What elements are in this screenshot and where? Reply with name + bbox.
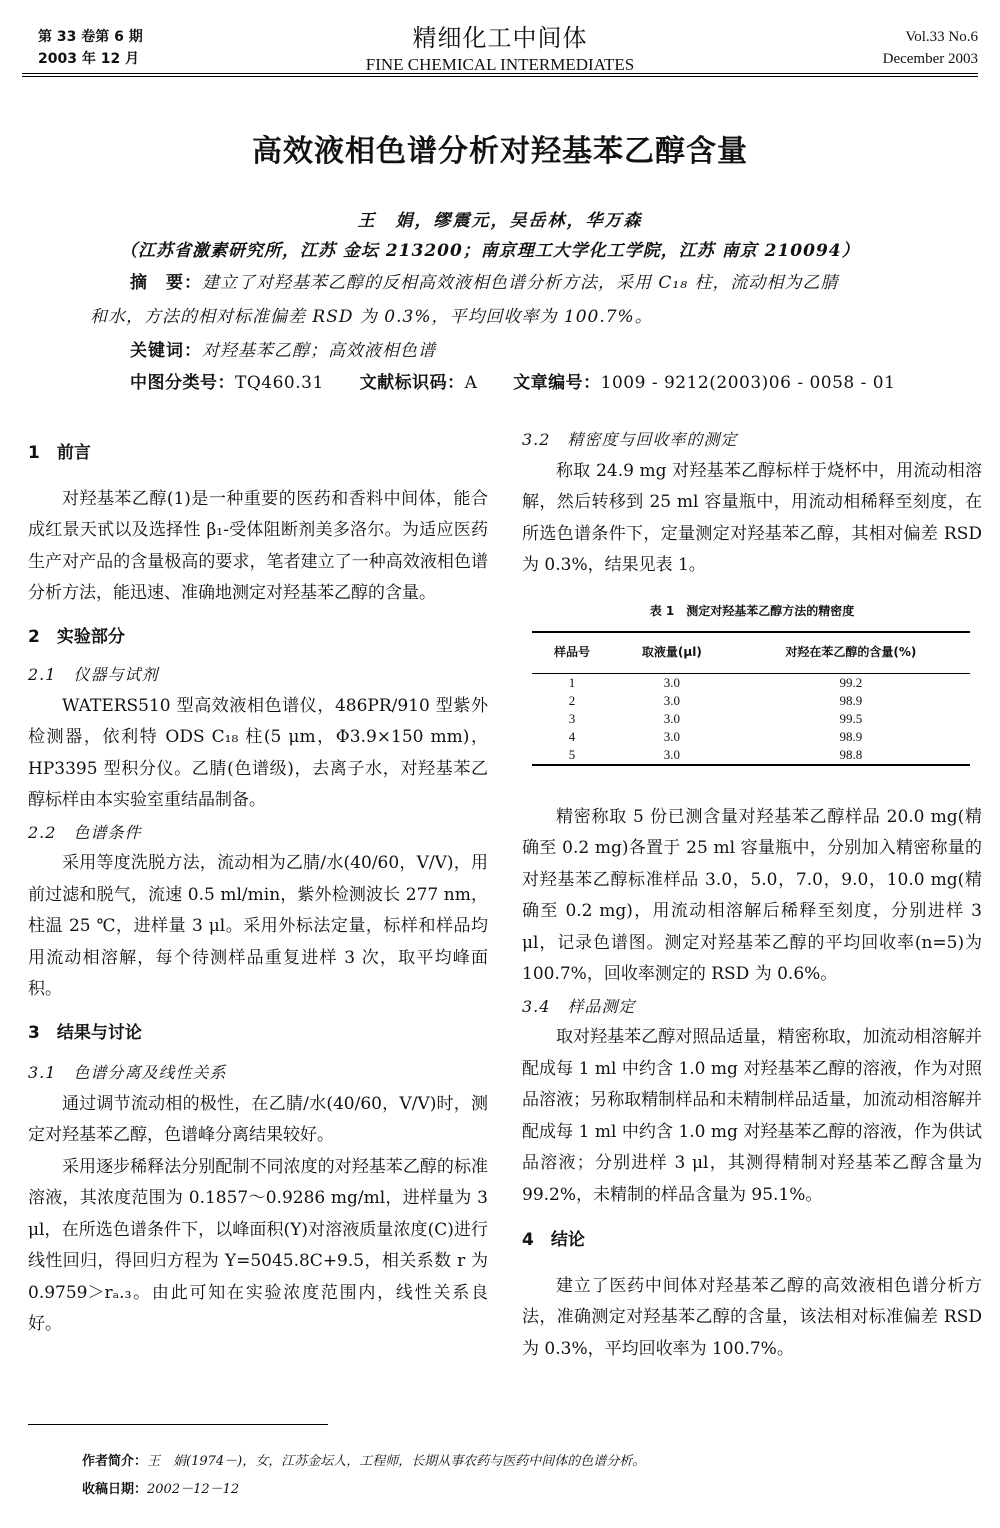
clc-code: TQ460.31 [235, 373, 324, 393]
section-3-1-text-a: 通过调节流动相的极性，在乙腈/水(40/60，V/V)时，测定对羟基苯乙醇，色谱峰分离结果较好。 [28, 1093, 488, 1145]
table-header-row [532, 632, 970, 673]
table-cell: 98.9 [839, 728, 863, 744]
table-cell: 5 [532, 746, 612, 765]
right-column [522, 424, 982, 1365]
received-date-text: 2002－12－12 [147, 1482, 240, 1497]
keywords-label: 关键词： [130, 341, 202, 361]
table-cell: 3.0 [663, 728, 680, 744]
table-cell: 1 [568, 674, 576, 690]
table-row [532, 746, 970, 765]
section-3-2-heading: 3.2 精密度与回收率的测定 [522, 430, 738, 449]
table-row [532, 692, 970, 710]
table-cell: 4 [568, 728, 576, 744]
header-volume-cn [38, 26, 143, 70]
section-1-text: 对羟基苯乙醇(1)是一种重要的医药和香料中间体，能合成红景天甙以及选择性 β₁-受体阻断剂美多洛尔。为适应医药生产对产品的含量极高的要求，笔者建立了一种高效液相色谱分析方法，能迅速、准确地测定对羟基苯乙醇的含量。 [28, 488, 488, 603]
section-2-heading: 2 实验部分 [28, 626, 125, 647]
section-2-2-heading: 2.2 色谱条件 [28, 822, 142, 842]
table-header-cell: 样品号 [532, 632, 612, 673]
section-4-text: 建立了医药中间体对羟基苯乙醇的高效液相色谱分析方法，准确测定对羟基苯乙醇的含量，该法相对标准偏差 RSD 为 0.3%，平均回收率为 100.7%。 [522, 1275, 982, 1359]
section-2-1-heading: 2.1 仪器与试剂 [28, 665, 159, 684]
paper-title: 高效液相色谱分析对羟基苯乙醇含量 [252, 134, 748, 169]
left-column [28, 438, 488, 1341]
header-volume-en [883, 26, 978, 70]
table-cell: 3 [568, 710, 576, 726]
section-1-heading: 1 前言 [28, 443, 91, 463]
abstract-text-2: 和水，方法的相对标准偏差 RSD 为 0.3%，平均回收率为 100.7%。 [90, 307, 653, 327]
keywords-text: 对羟基苯乙醇；高效液相色谱 [202, 341, 436, 361]
table-cell: 3.0 [663, 692, 680, 708]
journal-name-cn: 精细化工中间体 [412, 24, 588, 52]
table-cell: 99.2 [839, 674, 863, 690]
author-list: 王 娟，缪震元，吴岳林，华万森 [357, 211, 643, 231]
abstract-label: 摘 要： [130, 273, 202, 293]
table-row [532, 728, 970, 746]
date-en: December 2003 [882, 51, 978, 67]
table-cell: 3.0 [663, 674, 680, 690]
table-1-caption: 表 1 测定对羟基苯乙醇方法的精密度 [649, 603, 855, 618]
doc-code-label: 文献标识码： [359, 373, 465, 393]
header-rule-2 [22, 76, 978, 77]
section-3-1-text-b: 采用逐步稀释法分别配制不同浓度的对羟基苯乙醇的标准溶液，其浓度范围为 0.1857～0.9286 mg/ml，进样量为 3 μl，在所选色谱条件下，以峰面积(Y)对溶液质量浓度(C)进行线性回归，得回归方程为 Y=5045.8C+9.5，相关系数 r 为 0.9759＞rₐ.₃。由此可知在实验浓度范围内，线性关系良好。 [28, 1156, 488, 1334]
section-3-heading: 3 结果与讨论 [28, 1022, 142, 1043]
table-cell: 98.9 [839, 692, 863, 708]
table-cell: 98.8 [732, 746, 970, 765]
table-row [532, 710, 970, 728]
section-2-1-text: WATERS510 型高效液相色谱仪，486PR/910 型紫外检测器，依利特 ODS C₁₈ 柱(5 μm，Φ3.9×150 mm)，HP3395 型积分仪。乙腈(色谱级)，去离子水，对羟基苯乙醇标样由本实验室重结晶制备。 [28, 695, 488, 810]
affiliation: （江苏省激素研究所，江苏 金坛 213200；南京理工大学化工学院，江苏 南京 210094） [120, 241, 860, 261]
section-4-heading: 4 结论 [522, 1230, 585, 1250]
article-number: 1009 - 9212(2003)06 - 0058 - 01 [600, 373, 896, 393]
author-bio [82, 1450, 645, 1469]
table-row [532, 673, 970, 692]
classification [130, 368, 895, 393]
author-bio-label: 作者简介： [82, 1454, 148, 1469]
section-3-3-text: 精密称取 5 份已测含量对羟基苯乙醇样品 20.0 mg(精确至 0.2 mg)各置于 25 ml 容量瓶中，分别加入精密称量的对羟基苯乙醇标准样品 3.0，5.0，7.0，9.0，10.0 mg(精确至 0.2 mg)，用流动相溶解后稀释至刻度，分别进样 3 μl，记录色谱图。测定对羟基苯乙醇的平均回收率(n=5)为 100.7%，回收率测定的 RSD 为 0.6%。 [522, 806, 982, 984]
received-date [82, 1478, 239, 1497]
received-date-label: 收稿日期： [82, 1482, 148, 1497]
abstract [130, 268, 838, 293]
author-bio-text: 王 娟(1974－)，女，江苏金坛人，工程师，长期从事农药与医药中间体的色谱分析。 [147, 1454, 646, 1469]
journal-name-en: FINE CHEMICAL INTERMEDIATES [365, 55, 635, 74]
abstract-text-1: 建立了对羟基苯乙醇的反相高效液相色谱分析方法，采用 C₁₈ 柱，流动相为乙腈 [202, 273, 839, 293]
clc-label: 中图分类号： [130, 373, 235, 393]
section-3-4-heading: 3.4 样品测定 [522, 996, 636, 1016]
table-cell: 2 [568, 692, 576, 708]
section-3-2-text: 称取 24.9 mg 对羟基苯乙醇标样于烧杯中，用流动相溶解，然后转移到 25 ml 容量瓶中，用流动相稀释至刻度，在所选色谱条件下，定量测定对羟基苯乙醇，其相对偏差 RSD 为 0.3%，结果见表 1。 [522, 460, 982, 575]
volume-cn: 第 33 卷第 6 期 [38, 29, 143, 45]
article-number-label: 文章编号： [513, 373, 601, 393]
doc-code: A [464, 373, 478, 393]
table-1 [532, 631, 970, 766]
table-cell: 3.0 [663, 710, 680, 726]
keywords [130, 336, 436, 361]
header-rule [22, 73, 978, 74]
journal-masthead [300, 18, 700, 75]
volume-en: Vol.33 No.6 [905, 29, 978, 45]
section-3-1-heading: 3.1 色谱分离及线性关系 [28, 1063, 227, 1082]
section-3-4-text: 取对羟基苯乙醇对照品适量，精密称取，加流动相溶解并配成每 1 ml 中约含 1.0 mg 对羟基苯乙醇的溶液，作为对照品溶液；另称取精制样品和未精制样品适量，加流动相溶解并配成每 1 ml 中约含 1.0 mg 对羟基苯乙醇的溶液，作为供试品溶液；分别进样 3 μl，其测得精制对羟基苯乙醇含量为 99.2%，未精制的样品含量为 95.1%。 [522, 1027, 982, 1205]
table-cell: 99.5 [839, 710, 863, 726]
footnote-rule [28, 1424, 328, 1425]
date-cn: 2003 年 12 月 [38, 51, 140, 67]
section-2-2-text: 采用等度洗脱方法，流动相为乙腈/水(40/60，V/V)，用前过滤和脱气，流速 0.5 ml/min，紫外检测波长 277 nm，柱温 25 ℃，进样量 3 μl。采用外标法定量，标样和样品均用流动相溶解，每个待测样品重复进样 3 次，取平均峰面积。 [28, 853, 488, 999]
table-header-cell: 对羟在苯乙醇的含量(%) [732, 632, 970, 673]
table-cell: 3.0 [612, 746, 732, 765]
table-header-cell: 取液量(μl) [612, 632, 732, 673]
